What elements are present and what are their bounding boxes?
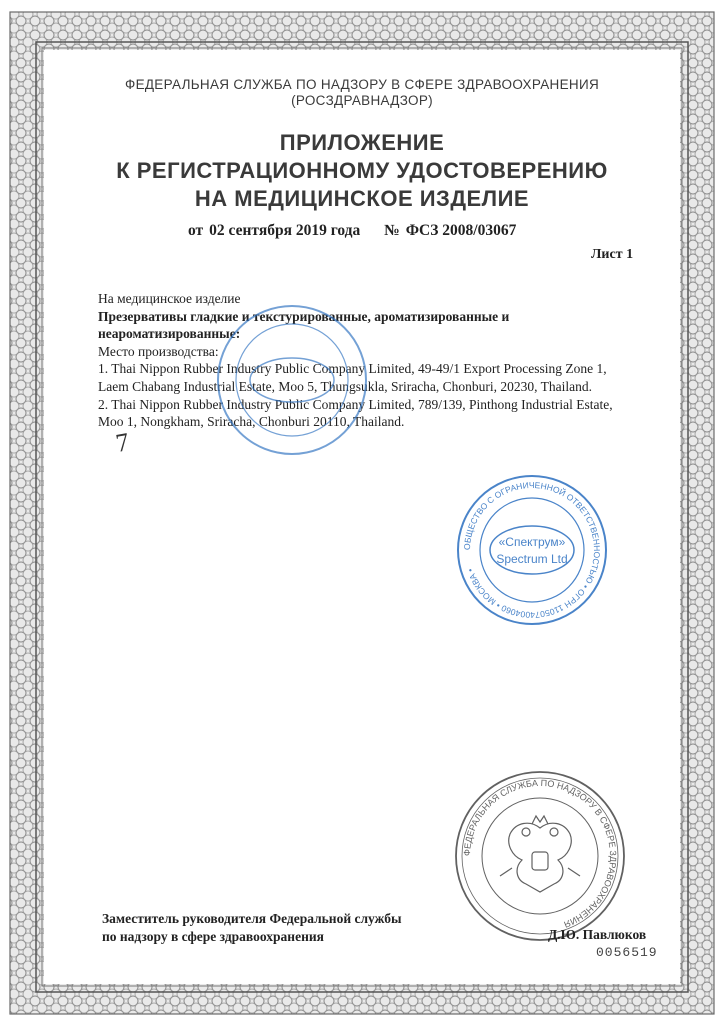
svg-text:ФЕДЕРАЛЬНАЯ СЛУЖБА ПО НАДЗОРУ (462, 778, 618, 930)
site-1-line-2: Laem Chabang Industrial Estate, Moo 5, Thungsukla, Sriracha, Chonburi, 20230, Thailand. (98, 378, 593, 394)
position-line-1: Заместитель руководителя Федеральной службы (102, 911, 402, 926)
svg-text:ОБЩЕСТВО С ОГРАНИЧЕННОЙ ОТВЕТС (462, 480, 602, 620)
title-line-2: К РЕГИСТРАЦИОННОМУ УДОСТОВЕРЕНИЮ (116, 158, 608, 183)
site-2-line-2: Moo 1, Nongkham, Sriracha, Chonburi 20110, Thailand. (98, 414, 405, 430)
title-line-3: НА МЕДИЦИНСКОЕ ИЗДЕЛИЕ (194, 186, 530, 211)
signatory-position (102, 910, 402, 946)
signatory-name: Д.Ю. Павлюков (548, 927, 647, 942)
agency-name: ФЕДЕРАЛЬНАЯ СЛУЖБА ПО НАДЗОРУ В СФЕРЕ ЗДРАВООХРАНЕНИЯ (125, 77, 599, 92)
date-line (188, 222, 522, 240)
form-serial-number: 0056519 (596, 945, 658, 960)
spectrum-stamp (454, 472, 610, 628)
body-text (98, 290, 678, 431)
agency-short-name: (РОСЗДРАВНАДЗОР) (291, 93, 433, 108)
federal-seal-ring-text: ФЕДЕРАЛЬНАЯ СЛУЖБА ПО НАДЗОРУ В СФЕРЕ ЗДРАВООХРАНЕНИЯ (461, 777, 619, 930)
site-2-line-1: 2. Thai Nippon Rubber Industry Public Company Limited, 789/139, Pinthong Industrial Estate, (98, 396, 613, 412)
federal-seal (452, 768, 628, 944)
position-line-2: по надзору в сфере здравоохранения (102, 929, 324, 944)
intro-line: На медицинское изделие (98, 291, 241, 306)
sheet-number: Лист 1 (591, 247, 634, 262)
spectrum-stamp-name-ru: «Спектрум» (498, 535, 566, 549)
document-date: 02 сентября 2019 года (209, 222, 361, 239)
place-label: Место производства: (98, 343, 219, 359)
product-line-2: неароматизированные: (98, 326, 241, 342)
site-1-line-1: 1. Thai Nippon Rubber Industry Public Company Limited, 49-49/1 Export Processing Zone 1, (98, 361, 607, 377)
number-sign: № (384, 222, 400, 239)
certificate-number: ФСЗ 2008/03067 (405, 222, 517, 239)
spectrum-stamp-name-en: Spectrum Ltd (496, 552, 568, 566)
spectrum-ring-text: ОБЩЕСТВО С ОГРАНИЧЕННОЙ ОТВЕТСТВЕННОСТЬЮ • ОГРН 1105074004060 • МОСКВА • (461, 479, 603, 621)
spectrum-stamp-upper (212, 300, 372, 460)
double-headed-eagle-icon (500, 816, 580, 892)
date-prefix: от (188, 222, 204, 239)
title-line-1: ПРИЛОЖЕНИЕ (279, 130, 445, 155)
handwritten-mark: 7 (113, 427, 132, 458)
product-line-1: Презервативы гладкие и текстурированные, ароматизированные и (98, 308, 510, 324)
